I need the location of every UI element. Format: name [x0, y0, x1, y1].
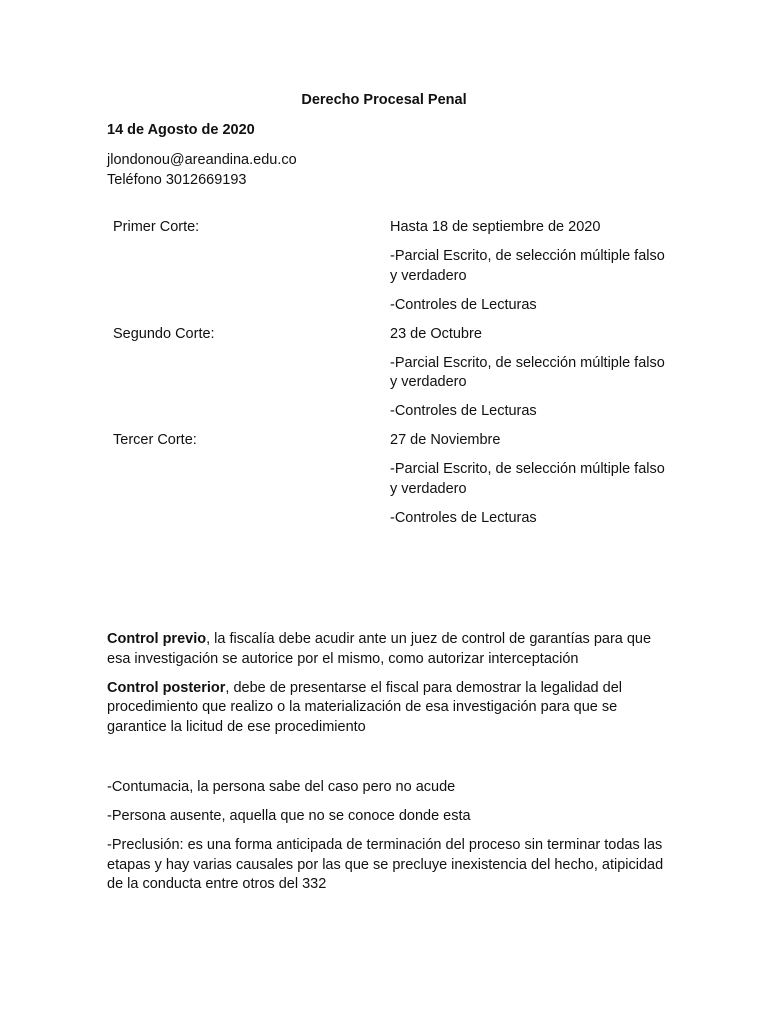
period-items [390, 218, 673, 325]
period-items [390, 325, 673, 432]
period-item: 27 de Noviembre [390, 432, 501, 448]
period-item: -Parcial Escrito, de selección múltiple falso y verdadero [390, 248, 665, 284]
list-item: -Contumacia, la persona sabe del caso pero no acude [107, 779, 456, 795]
period-item: -Controles de Lecturas [390, 403, 537, 419]
contact-block [107, 151, 297, 191]
note-text: , debe de presentarse el fiscal para demostrar la legalidad del procedimiento que realizo o la materialización de esa investigación para que se garantice la licitud de ese procedimiento [107, 679, 622, 735]
period-item: 23 de Octubre [390, 325, 482, 342]
period-item: Hasta 18 de septiembre de 2020 [390, 219, 601, 235]
note-term: Control posterior [107, 679, 226, 696]
period-label: Tercer Corte: [113, 432, 197, 448]
period-items [390, 431, 673, 538]
period-label: Segundo Corte: [113, 325, 215, 342]
period-label: Primer Corte: [113, 219, 200, 235]
schedule-period [113, 325, 673, 432]
contact-phone: Teléfono 3012669193 [107, 172, 247, 188]
definitions-list [107, 778, 667, 904]
note-term: Control previo [107, 631, 207, 647]
note-text: , la fiscalía debe acudir ante un juez de control de garantías para que esa investigación se autorice por el mismo, como autorizar interceptación [107, 631, 652, 667]
document-title: Derecho Procesal Penal [301, 92, 467, 108]
schedule-period [113, 218, 673, 325]
document-date: 14 de Agosto de 2020 [107, 122, 255, 138]
list-item: -Persona ausente, aquella que no se conoce donde esta [107, 808, 471, 824]
period-item: -Parcial Escrito, de selección múltiple falso y verdadero [390, 461, 665, 497]
note-paragraph [107, 679, 667, 738]
period-item: -Controles de Lecturas [390, 296, 537, 313]
notes-section [107, 630, 667, 747]
list-item: -Preclusión: es una forma anticipada de terminación del proceso sin terminar todas las etapas y hay varias causales por las que se precluye inexistencia del hecho, atipicidad de la conducta entre otros del 332 [107, 837, 664, 892]
period-item: -Controles de Lecturas [390, 509, 537, 526]
note-paragraph [107, 630, 667, 669]
schedule-period [113, 431, 673, 538]
contact-email: jlondonou@areandina.edu.co [107, 152, 297, 168]
grading-schedule [113, 218, 673, 538]
period-item: -Parcial Escrito, de selección múltiple falso y verdadero [390, 354, 665, 390]
